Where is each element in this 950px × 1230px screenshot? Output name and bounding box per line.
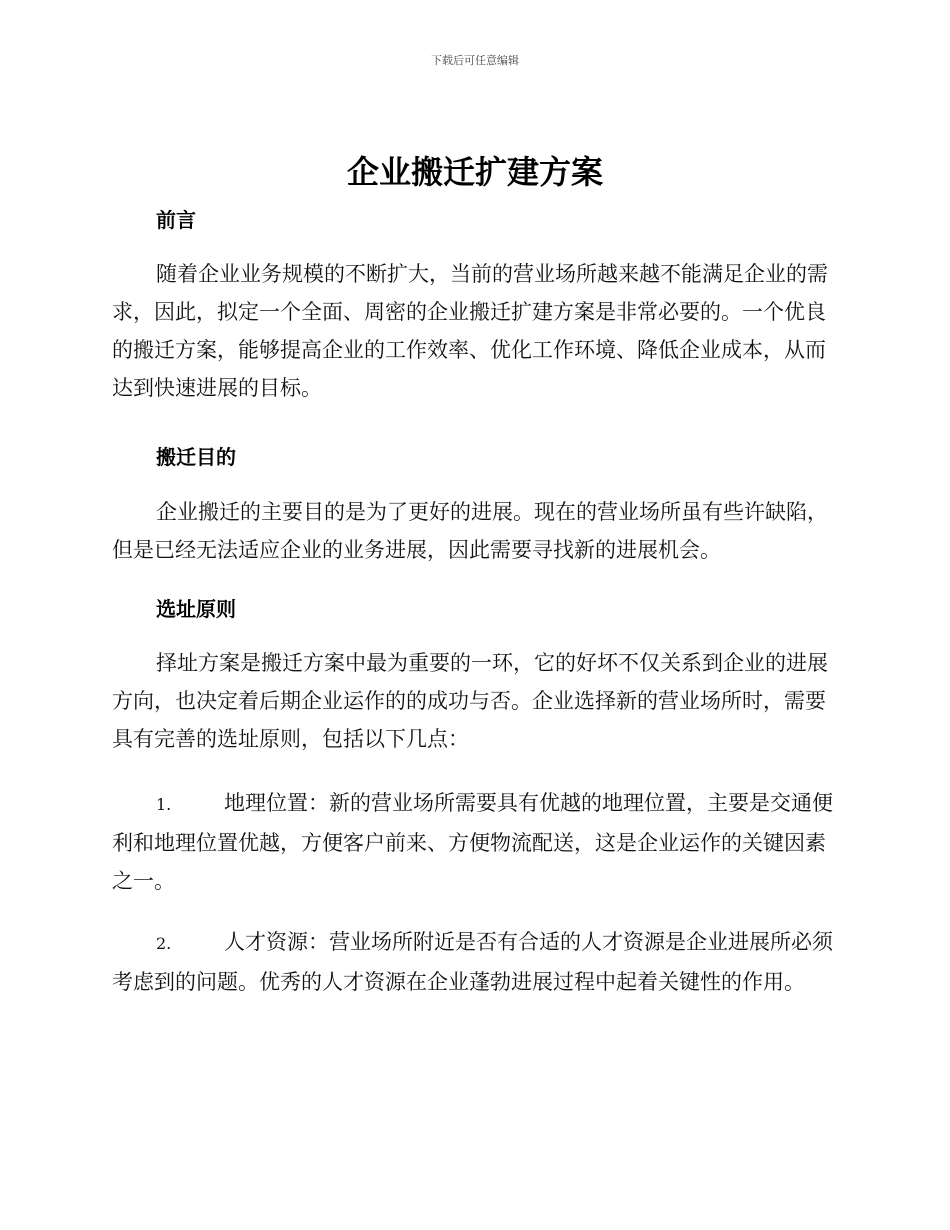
page-header: 下载后可任意编辑 [431, 54, 519, 67]
section-paragraph-preface: 随着企业业务规模的不断扩大，当前的营业场所越来越不能满足企业的需求，因此，拟定一个全面、周密的企业搬迁扩建方案是非常必要的。一个优良的搬迁方案，能够提高企业的工作效率、优化工作环境、降低企业成本，从而达到快速进展的目标。 [112, 262, 828, 400]
document-title: 企业搬迁扩建方案 [346, 153, 603, 191]
list-item-number: 1. [156, 795, 172, 814]
section-paragraph-site-principles: 择址方案是搬迁方案中最为重要的一环，它的好坏不仅关系到企业的进展方向，也决定着后期企业运作的的成功与否。企业选择新的营业场所时，需要具有完善的选址原则，包括以下几点： [112, 651, 828, 751]
section-heading-preface: 前言 [156, 208, 196, 232]
list-item-number: 2. [156, 934, 172, 953]
list-item [112, 923, 838, 1001]
list-item [112, 784, 838, 900]
section-heading-site-principles: 选址原则 [156, 597, 236, 621]
list-item-text: 地理位置：新的营业场所需要具有优越的地理位置，主要是交通便利和地理位置优越，方便客户前来、方便物流配送，这是企业运作的关键因素之一。 [112, 791, 833, 893]
section-heading-purpose: 搬迁目的 [156, 445, 236, 469]
section-paragraph-purpose: 企业搬迁的主要目的是为了更好的进展。现在的营业场所虽有些许缺陷，但是已经无法适应企业的业务进展，因此需要寻找新的进展机会。 [112, 500, 828, 562]
list-item-text: 人才资源：营业场所附近是否有合适的人才资源是企业进展所必须考虑到的问题。优秀的人才资源在企业蓬勃进展过程中起着关键性的作用。 [112, 930, 833, 994]
